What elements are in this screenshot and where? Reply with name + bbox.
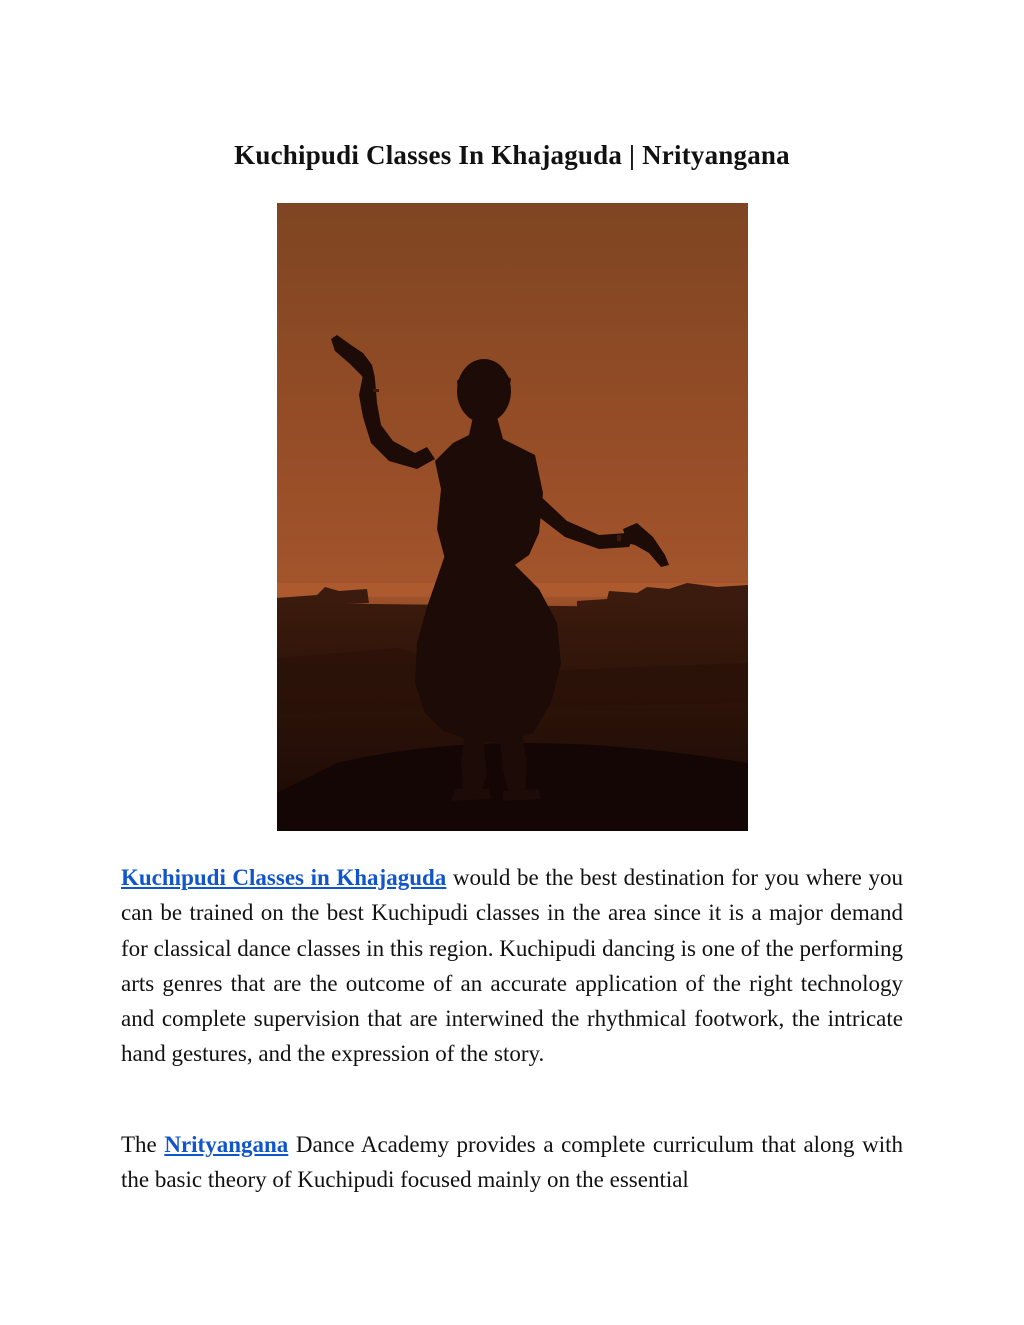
kuchipudi-classes-link[interactable]: Kuchipudi Classes in Khajaguda	[121, 865, 447, 890]
curriculum-paragraph	[121, 1127, 903, 1198]
nrityangana-link[interactable]: Nrityangana	[164, 1132, 289, 1157]
intro-paragraph	[121, 860, 903, 1072]
intro-paragraph-text: would be the best destination for you where you can be trained on the best Kuchipudi classes in the area since it is a major demand for classical dance classes in this region. Kuchipudi dancing is one of the performing arts genres that are the outcome of an accurate application of the right technology and complete supervision that are interwined the rhythmical footwork, the intricate hand gestures, and the expression of the story.	[121, 865, 903, 1067]
dancer-silhouette-photo	[277, 203, 748, 831]
curriculum-prefix: The	[121, 1132, 165, 1157]
dancer-silhouette-image	[277, 203, 748, 831]
page-title: Kuchipudi Classes In Khajaguda | Nrityangana	[234, 140, 790, 170]
curriculum-paragraph-text: Dance Academy provides a complete curriculum that along with the basic theory of Kuchipudi focused mainly on the essential	[121, 1132, 903, 1193]
